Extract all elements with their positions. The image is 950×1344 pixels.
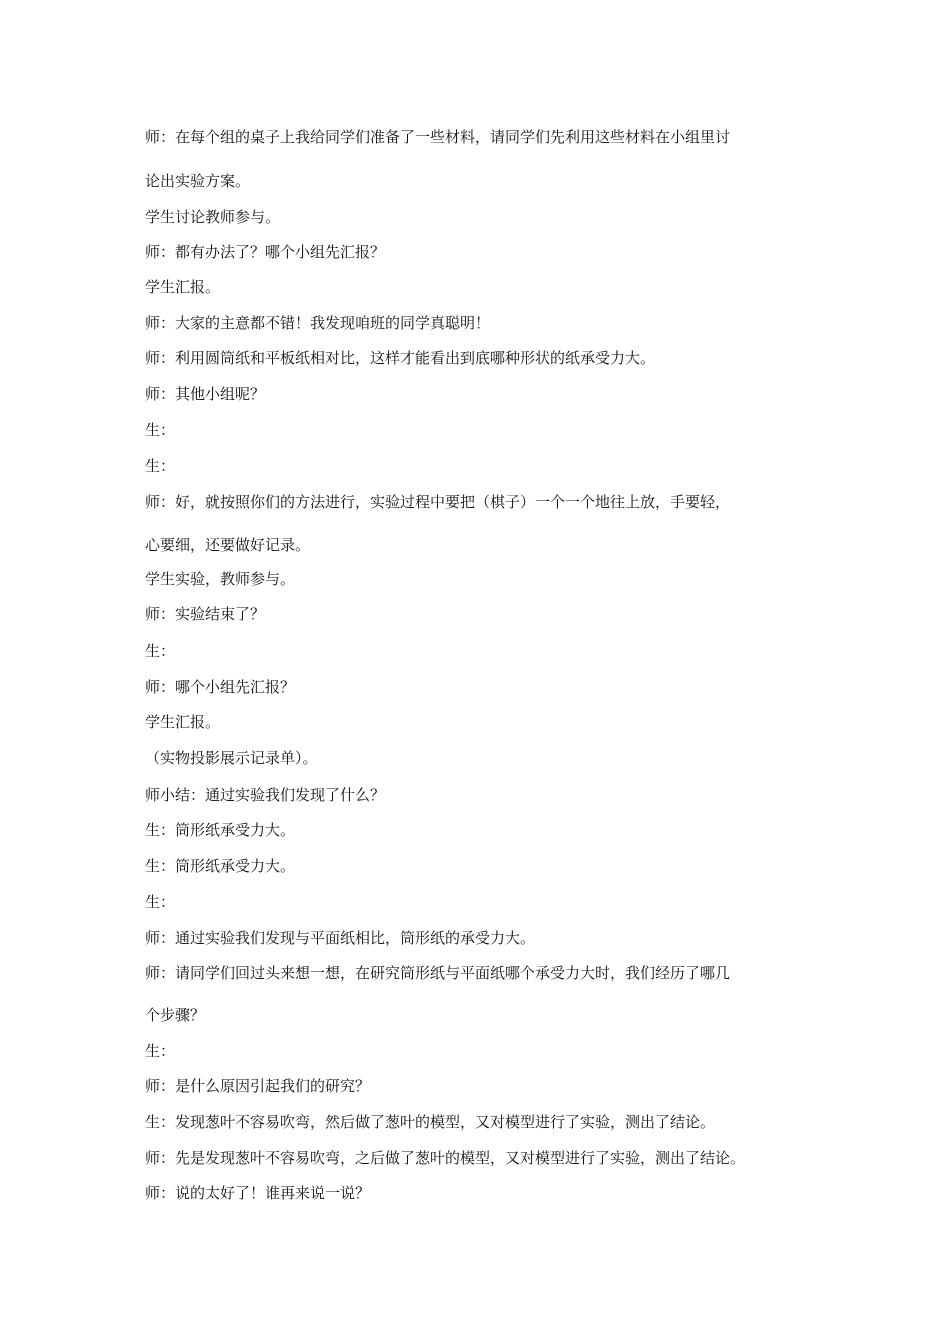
text-line: 学生讨论教师参与。	[145, 208, 281, 226]
text-line: 生：发现葱叶不容易吹弯，然后做了葱叶的模型，又对模型进行了实验，测出了结论。	[145, 1113, 716, 1131]
text-line: 师：是什么原因引起我们的研究？	[145, 1077, 371, 1095]
text-line: 心要细，还要做好记录。	[145, 536, 311, 554]
text-line: 师：都有办法了？哪个小组先汇报？	[145, 243, 386, 261]
text-line: 师：好，就按照你们的方法进行，实验过程中要把（棋子）一个一个地往上放，手要轻，	[145, 493, 731, 511]
text-line: 学生汇报。	[145, 713, 221, 731]
text-line: 师：利用圆筒纸和平板纸相对比，这样才能看出到底哪种形状的纸承受力大。	[145, 349, 656, 367]
text-line: 师：其他小组呢？	[145, 385, 266, 403]
text-line: 师：大家的主意都不错！我发现咱班的同学真聪明！	[145, 314, 491, 332]
text-line: 师：在每个组的桌子上我给同学们准备了一些材料，请同学们先利用这些材料在小组里讨	[145, 128, 731, 146]
text-line: 师：说的太好了！谁再来说一说？	[145, 1184, 371, 1202]
text-line: 师小结：通过实验我们发现了什么？	[145, 786, 386, 804]
text-line: 师：实验结束了？	[145, 605, 266, 623]
text-line: 生：筒形纸承受力大。	[145, 857, 296, 875]
text-line: 论出实验方案。	[145, 172, 251, 190]
text-line: 生：	[145, 457, 176, 475]
text-line: 生：	[145, 893, 176, 911]
text-line: 生：	[145, 421, 176, 439]
text-line: 个步骤？	[145, 1006, 206, 1024]
text-line: 生：	[145, 642, 176, 660]
text-line: 学生汇报。	[145, 278, 221, 296]
text-line: 学生实验，教师参与。	[145, 570, 296, 588]
text-line: 生：	[145, 1042, 176, 1060]
text-line: （实物投影展示记录单）。	[145, 749, 318, 767]
text-line: 师：请同学们回过头来想一想，在研究筒形纸与平面纸哪个承受力大时，我们经历了哪几	[145, 964, 731, 982]
text-line: 生：筒形纸承受力大。	[145, 821, 296, 839]
text-line: 师：先是发现葱叶不容易吹弯，之后做了葱叶的模型，又对模型进行了实验，测出了结论。	[145, 1149, 746, 1167]
text-line: 师：通过实验我们发现与平面纸相比，筒形纸的承受力大。	[145, 929, 536, 947]
text-line: 师：哪个小组先汇报？	[145, 678, 296, 696]
